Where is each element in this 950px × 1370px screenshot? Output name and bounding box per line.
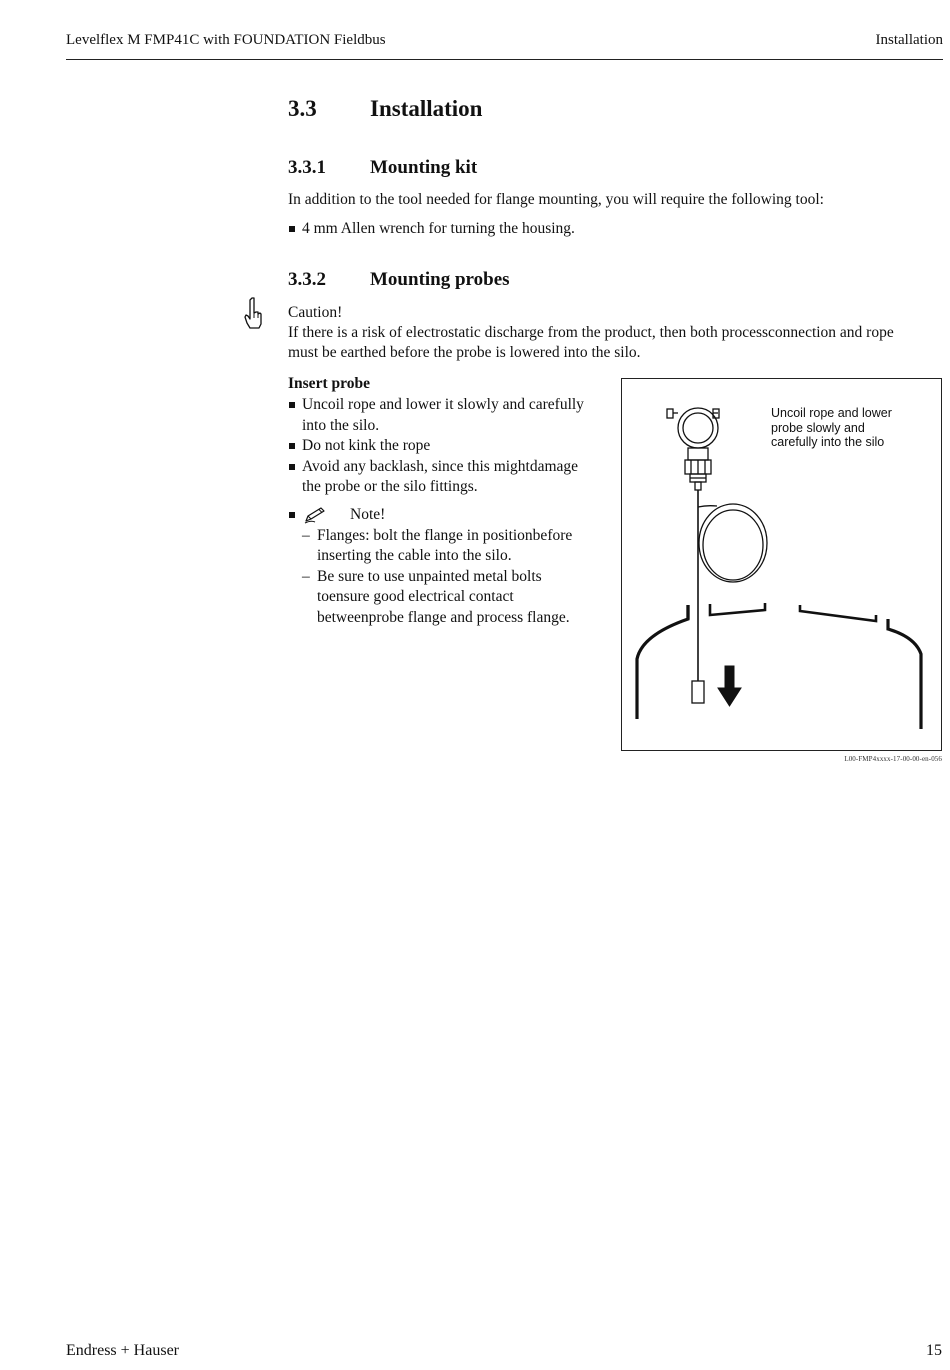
- footer-publisher: Endress + Hauser: [66, 1342, 179, 1359]
- bullet-square: [289, 443, 295, 449]
- figure-caption: [771, 406, 892, 450]
- section-number: 3.3: [288, 96, 317, 121]
- bullet-square: [289, 226, 295, 232]
- caution-text-line-2: must be earthed before the probe is lowered into the silo.: [288, 344, 641, 361]
- list-item-line: Avoid any backlash, since this mightdamage: [302, 457, 579, 475]
- list-item-line: Uncoil rope and lower it slowly and carefully: [302, 396, 584, 413]
- running-header-section: Installation: [875, 32, 943, 48]
- note-header: [288, 505, 613, 526]
- note-item-line: toensure good electrical contact: [317, 588, 514, 605]
- list-item: [288, 436, 613, 457]
- bullet-square: [289, 402, 295, 408]
- bullet-text: 4 mm Allen wrench for turning the housing.: [302, 220, 575, 237]
- figure-frame: [621, 378, 942, 751]
- subsection-number: 3.3.1: [288, 157, 326, 178]
- note-label: Note!: [350, 506, 386, 523]
- list-item-line: into the silo.: [302, 416, 380, 434]
- page-number: 15: [926, 1342, 942, 1359]
- subsection-heading-mounting-kit: [288, 157, 477, 179]
- figure-id: L00-FMP4xxxx-17-00-00-en-056: [844, 755, 942, 763]
- dash-marker: –: [302, 526, 310, 544]
- insert-probe-title: Insert probe: [288, 375, 370, 392]
- caution-label: Caution!: [288, 304, 343, 321]
- note-block: [288, 505, 613, 628]
- list-item-line: the probe or the silo fittings.: [302, 478, 478, 495]
- bullet-square: [289, 464, 295, 470]
- mounting-kit-intro: In addition to the tool needed for flange mounting, you will require the following tool:: [288, 191, 824, 208]
- mounting-kit-bullet: [288, 219, 942, 240]
- section-title: Installation: [370, 96, 483, 121]
- list-item-line: Do not kink the rope: [302, 437, 431, 454]
- note-pencil-icon: [303, 506, 329, 524]
- subsection-number: 3.3.2: [288, 269, 326, 290]
- subsection-title: Mounting kit: [370, 157, 478, 178]
- note-item-line: Be sure to use unpainted metal bolts: [317, 567, 542, 585]
- dash-marker: –: [302, 567, 310, 585]
- section-heading: [288, 96, 482, 122]
- caution-hand-icon: [244, 296, 264, 330]
- header-divider: [66, 59, 943, 60]
- insert-probe-list: [288, 395, 613, 498]
- list-item: [288, 395, 613, 436]
- caution-text-line-1: If there is a risk of electrostatic discharge from the product, then both processconnection and rope: [288, 324, 894, 341]
- figure-caption-line: probe slowly and: [771, 420, 865, 435]
- figure-caption-line: Uncoil rope and lower: [771, 406, 892, 420]
- subsection-heading-mounting-probes: [288, 269, 510, 291]
- list-item: [288, 457, 613, 498]
- note-item-line: Flanges: bolt the flange in positionbefore: [317, 526, 573, 544]
- note-item-line: inserting the cable into the silo.: [317, 547, 512, 564]
- note-item: [302, 526, 613, 567]
- subsection-title: Mounting probes: [370, 269, 510, 290]
- figure-caption-line: carefully into the silo: [771, 435, 885, 449]
- bullet-square: [289, 512, 295, 518]
- note-item: [302, 567, 613, 629]
- note-item-line: betweenprobe flange and process flange.: [317, 608, 570, 626]
- running-header-title: Levelflex M FMP41C with FOUNDATION Fieldbus: [66, 32, 386, 48]
